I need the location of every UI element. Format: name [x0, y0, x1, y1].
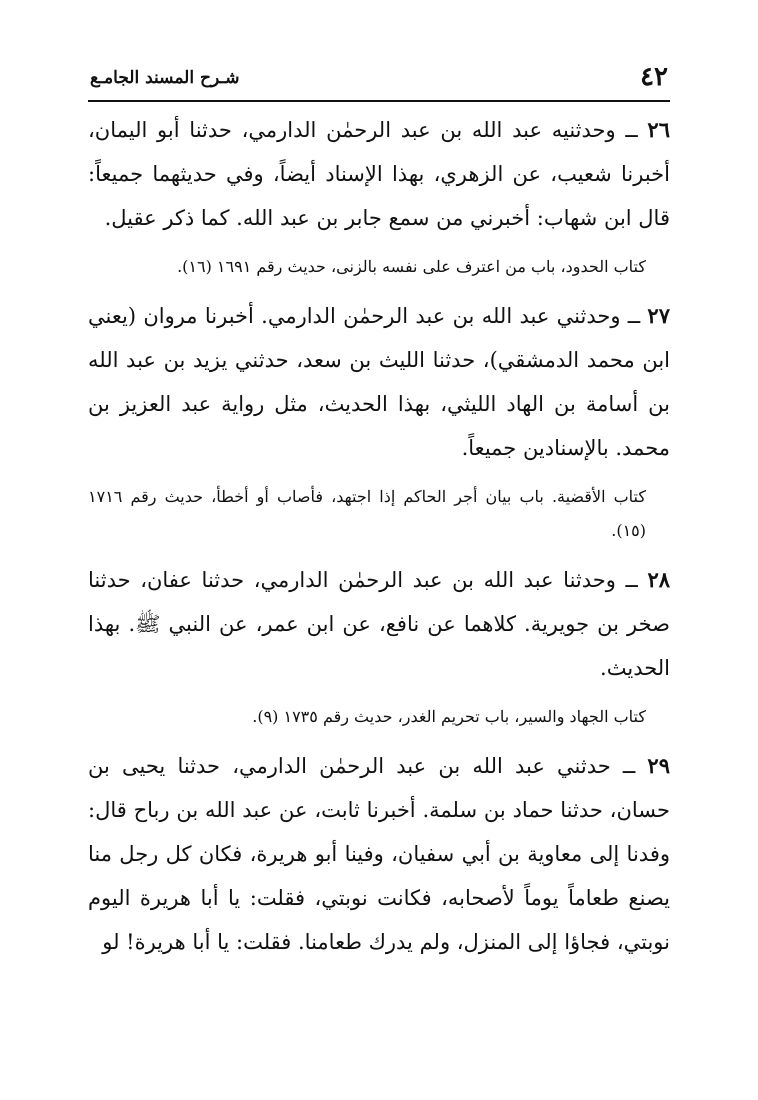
page-body: [88, 108, 670, 964]
page-number: ٤٢: [640, 62, 668, 92]
hadith-text: ــ حدثني عبد الله بن عبد الرحمٰن الدارمي، حدثنا يحيى بن حسان، حدثنا حماد بن سلمة. أخبرنا ثابت، عن عبد الله بن رباح قال: وفدنا إلى معاوية بن أبي سفيان، وفينا أبو هريرة، فكان كل رجل منا يصنع طعاماً يوماً لأصحابه، فكانت نوبتي، فقلت: يا أبا هريرة اليوم نوبتي، فجاؤا إلى المنزل، ولم يدرك طعامنا. فقلت: يا أبا هريرة! لو: [88, 754, 670, 954]
reference-note: كتاب الأقضية. باب بيان أجر الحاكم إذا اجتهد، فأصاب أو أخطأ، حديث رقم ١٧١٦ (١٥).: [88, 487, 646, 540]
hadith-paragraph: [88, 744, 670, 964]
hadith-number: ٢٦: [647, 117, 670, 142]
reference-note: كتاب الحدود، باب من اعترف على نفسه بالزنى، حديث رقم ١٦٩١ (١٦).: [177, 257, 646, 276]
hadith-text: ــ وحدثنا عبد الله بن عبد الرحمٰن الدارمي، حدثنا عفان، حدثنا صخر بن جويرية. كلاهما عن نافع، عن ابن عمر، عن النبي ﷺ. بهذا الحديث.: [88, 568, 670, 680]
hadith-text: ــ وحدثني عبد الله بن عبد الرحمٰن الدارمي. أخبرنا مروان (يعني ابن محمد الدمشقي)، حدثنا الليث بن سعد، حدثني يزيد بن عبد الله بن أسامة بن الهاد الليثي، بهذا الحديث، مثل رواية عبد العزيز بن محمد. بالإسنادين جميعاً.: [88, 304, 670, 460]
running-title: شـرح المسند الجامـع: [90, 68, 240, 88]
hadith-number: ٢٨: [647, 567, 670, 592]
hadith-text: ــ وحدثنيه عبد الله بن عبد الرحمٰن الدارمي، حدثنا أبو اليمان، أخبرنا شعيب، عن الزهري، بهذا الإسناد أيضاً، وفي حديثهما جميعاً: قال ابن شهاب: أخبرني من سمع جابر بن عبد الله. كما ذكر عقيل.: [88, 118, 670, 230]
hadith-paragraph: [88, 294, 670, 470]
hadith-paragraph: [88, 558, 670, 690]
reference-note: كتاب الجهاد والسير، باب تحريم الغدر، حديث رقم ١٧٣٥ (٩).: [252, 707, 646, 726]
header-rule: [88, 100, 670, 102]
hadith-paragraph: [88, 108, 670, 240]
hadith-number: ٢٩: [647, 753, 670, 778]
hadith-number: ٢٧: [647, 303, 670, 328]
page-header: [88, 62, 670, 98]
